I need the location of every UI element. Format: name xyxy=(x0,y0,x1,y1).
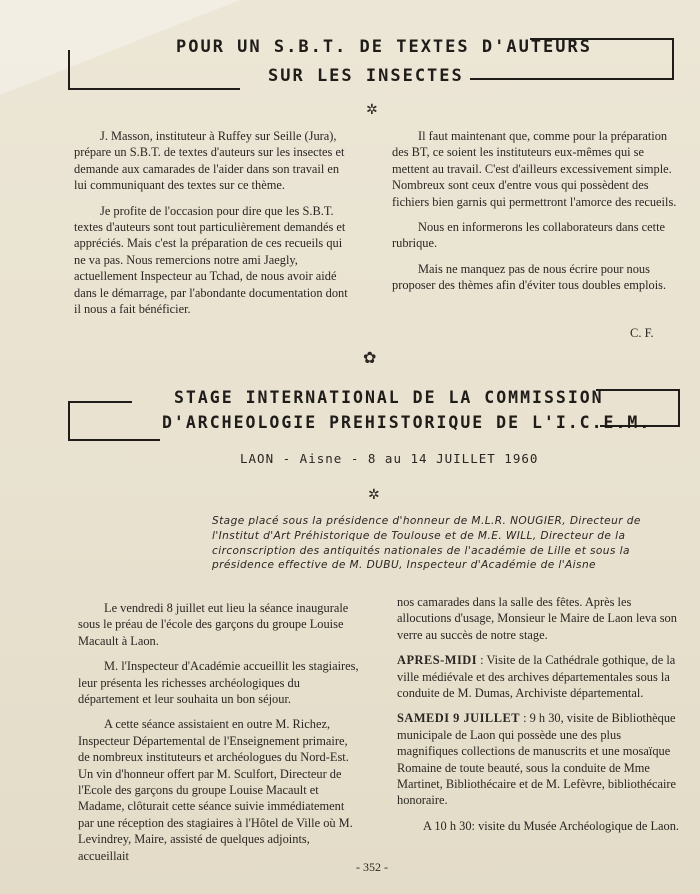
article2-divider-star: ✲ xyxy=(368,487,380,503)
article2-museum-paragraph: A 10 h 30: visite du Musée Archéologique de Laon. xyxy=(423,818,680,833)
afternoon-text: : Visite de la Cathédrale gothique, de la ville médiévale et des archives départementales sous la conduite de M. Dumas, Archiviste départemental. xyxy=(397,653,676,701)
title2-frame-left xyxy=(68,401,70,441)
title2-frame-top-right xyxy=(596,389,680,391)
article1-right-column xyxy=(392,128,677,303)
article1-title-line1: POUR UN S.B.T. DE TEXTES D'AUTEURS xyxy=(176,37,592,57)
saturday-text: : 9 h 30, visite de Bibliothèque municipale de Laon qui possède une des plus magnifiques collections de manuscrits et une mosaïque Romaine de toute beauté, sous la conduite de Mme Martinet, Bibliothécaire et de M. Lefèvre, bibliothécaire honoraire. xyxy=(397,711,677,808)
title2-frame-right xyxy=(678,389,680,427)
article2-left-paragraph: M. l'Inspecteur d'Académie accueillit les stagiaires, leur présenta les richesses archéologiques du département et leur souhaita un bon séjour. xyxy=(78,659,359,707)
saturday-label: SAMEDI 9 JUILLET xyxy=(397,711,520,726)
article1-right-paragraph: Il faut maintenant que, comme pour la préparation des BT, ce soient les instituteurs eux-mêmes qui se mettent au travail. C'est d'ailleurs excessivement simple. Nombreux sont ceux d'entre vous qui possèdent des fichiers bien garnis qui permettront l'amorce des recueils. xyxy=(392,129,677,209)
article1-left-paragraph: Je profite de l'occasion pour dire que les S.B.T. textes d'auteurs sont tout particulièrement demandés et appréciés. Mais c'est la préparation de ces recueils qui ne va pas. Nous remercions notre ami Jaegly, actuellement Inspecteur au Tchad, de nous avoir aidé dans le démarrage, par l'abondante documentation dont il nous a fait bénéficier. xyxy=(74,203,348,317)
article2-right-column xyxy=(397,594,682,843)
article2-left-column xyxy=(78,600,360,873)
article1-signature: C. F. xyxy=(630,326,654,340)
title-frame-left xyxy=(68,50,70,90)
article2-right-intro: nos camarades dans la salle des fêtes. Après les allocutions d'usage, Monsieur le Maire de Laon leva son verre au succès de notre stage. xyxy=(397,595,677,642)
article1-right-paragraph: Mais ne manquez pas de nous écrire pour nous proposer des thèmes afin d'éviter tous doubles emplois. xyxy=(392,261,667,293)
article2-title-line2: D'ARCHEOLOGIE PREHISTORIQUE DE L'I.C.E.M. xyxy=(162,413,652,432)
title2-frame-bottom xyxy=(68,439,160,441)
article1-left-paragraph: J. Masson, instituteur à Ruffey sur Seille (Jura), prépare un S.B.T. de textes d'auteurs sur les insectes et demande aux camarades de l'aider dans son travail en lui communiquant des textes sur ce thème. xyxy=(74,129,345,193)
article1-title-line2: SUR LES INSECTES xyxy=(268,66,464,86)
article2-afternoon-paragraph xyxy=(397,652,682,701)
afternoon-label: APRES-MIDI xyxy=(397,653,478,668)
article2-saturday-paragraph xyxy=(397,710,682,808)
title-frame-bottom xyxy=(70,88,240,90)
article2-subtitle: LAON - Aisne - 8 au 14 JUILLET 1960 xyxy=(240,451,539,466)
section-divider-flower: ✿ xyxy=(363,348,377,367)
page-number: - 352 - xyxy=(356,860,388,874)
article2-patronage: Stage placé sous la présidence d'honneur de M.L.R. NOUGIER, Directeur de l'Institut d'Art Préhistorique de Toulouse et de M.E. WILL, Directeur de la circonscription des antiquités nationales de l'académie de Lille et sous la présidence effective de M. DUBU, Inspecteur d'Académie de l'Aisne xyxy=(212,515,641,572)
title-frame-underline xyxy=(470,78,674,80)
title2-frame-top-left xyxy=(68,401,132,403)
article1-left-column xyxy=(74,128,349,326)
article2-left-paragraph: Le vendredi 8 juillet eut lieu la séance inaugurale sous le préau de l'école des garçons du groupe Louise Macault à Laon. xyxy=(78,601,349,648)
article1-right-paragraph: Nous en informerons les collaborateurs dans cette rubrique. xyxy=(392,220,666,251)
article1-divider-star: ✲ xyxy=(366,102,378,118)
article2-left-paragraph: A cette séance assistaient en outre M. Richez, Inspecteur Départemental de l'Enseignement primaire, de nombreux instituteurs et archéologues du Nord-Est. Un vin d'honneur offert par M. Sculfort, Directeur de l'Ecole des garçons du groupe Louise Macault et Madame, clôturait cette séance suivie immédiatement par une réception des stagiaires à l'Hôtel de Ville où M. Levindrey, Maire, assisté de quelques adjoints, accueillait xyxy=(78,717,353,863)
title-frame-right xyxy=(672,38,674,80)
article2-title-line1: STAGE INTERNATIONAL DE LA COMMISSION xyxy=(174,388,604,407)
